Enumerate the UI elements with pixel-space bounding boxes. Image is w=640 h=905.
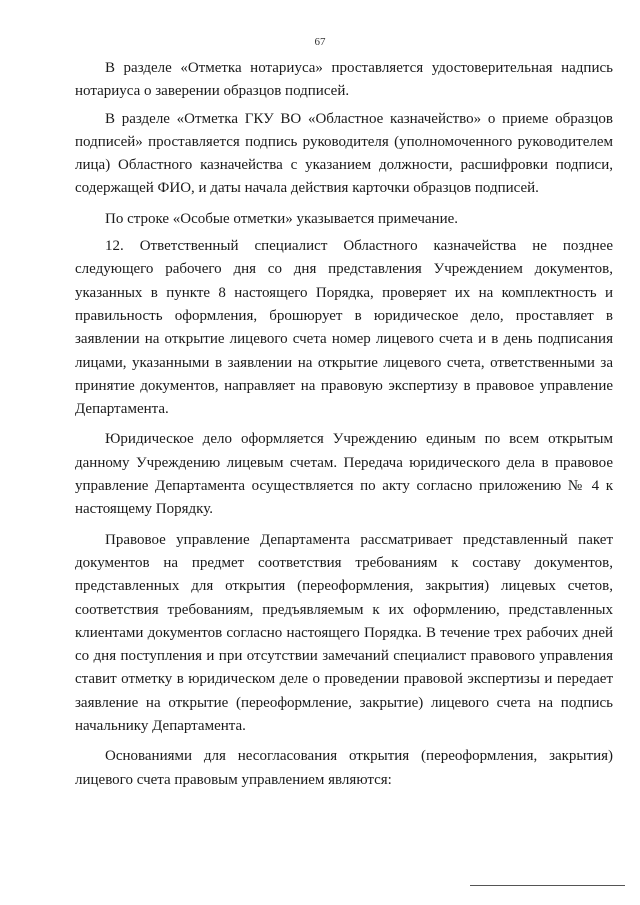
page-number: 67 — [314, 36, 326, 48]
footer-rule — [470, 885, 625, 886]
paragraph-item-12: 12. Ответственный специалист Областного казначейства не позднее следующего рабочего дня со дня представления Учреждением документов, указанных в пункте 8 настоящего Порядка, проверяет их на комплектность и правильность оформления, брошюрует в юридическое дело, проставляет в заявлении на открытие лицевого счета номер лицевого счета и в день подписания лицами, указанными в заявлении на открытие лицевого счета, ответственными за принятие документов, направляет на правовую экспертизу в правовое управление Департамента. — [75, 238, 613, 418]
paragraph-legal-review: Правовое управление Департамента рассматривает представленный пакет документов на предмет соответствия требованиям к составу документов, представленных для открытия (переоформления, закрытия) лицевых счетов, соответствия требованиям, предъявляемым к их оформлению, представленных клиентами документов согласно настоящего Порядка. В течение трех рабочих дней со дня поступления и при отсутствии замечаний специалист правового управления ставит отметку в юридическом деле о проведении правовой экспертизы и передает заявление на открытие (переоформление, закрытие) лицевого счета на подпись начальнику Департамента. — [75, 531, 613, 735]
paragraph-notary-mark: В разделе «Отметка нотариуса» проставляется удостоверительная надпись нотариуса о заверении образцов подписей. — [75, 60, 613, 100]
paragraph-treasury-mark: В разделе «Отметка ГКУ ВО «Областное казначейство» о приеме образцов подписей» проставляется подпись руководителя (уполномоченного руководителем лица) Областного казначейства с указанием должности, расшифровки подписи, содержащей ФИО, и даты начала действия карточки образцов подписей. — [75, 110, 613, 197]
document-body — [75, 57, 613, 799]
paragraph-rejection-grounds: Основаниями для несогласования открытия (переоформления, закрытия) лицевого счета правовым управлением являются: — [75, 748, 613, 788]
paragraph-special-notes: По строке «Особые отметки» указывается примечание. — [105, 210, 458, 227]
paragraph-legal-file: Юридическое дело оформляется Учреждению единым по всем открытым данному Учреждению лицевым счетам. Передача юридического дела в правовое управление Департамента осуществляется по акту согласно приложению № 4 к настоящему Порядку. — [75, 431, 613, 518]
